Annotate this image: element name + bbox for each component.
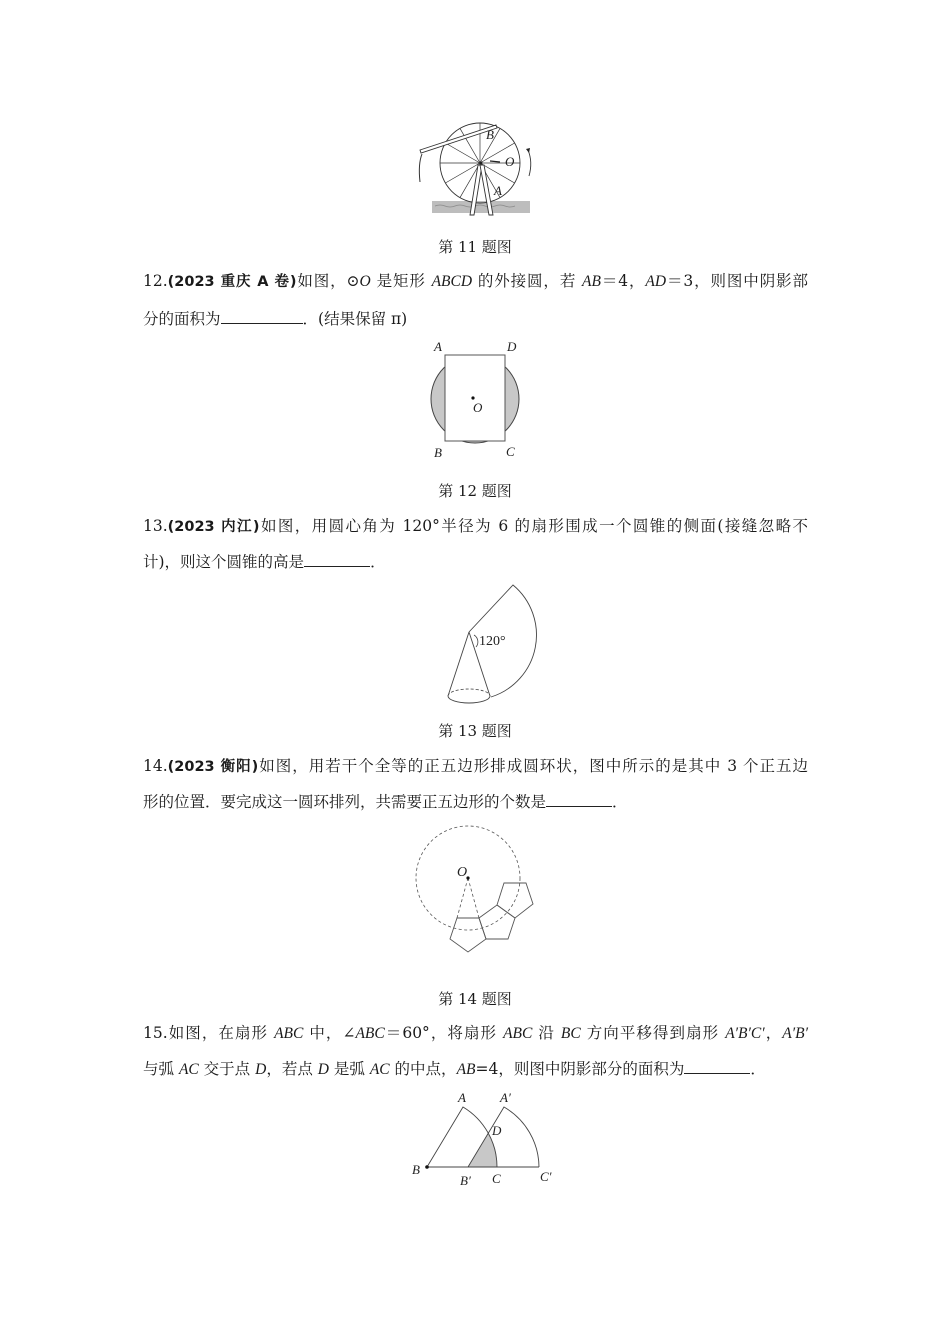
- figure-11-water-wheel: [410, 118, 540, 218]
- label-B-prime: B′: [460, 1173, 471, 1188]
- label-B: B: [486, 127, 494, 142]
- answer-blank[interactable]: [304, 552, 370, 567]
- answer-blank[interactable]: [684, 1059, 750, 1074]
- question-source: (2023 内江): [167, 519, 260, 535]
- figure-13-cone-sector: [420, 578, 550, 708]
- label-O: O: [473, 400, 483, 415]
- answer-blank[interactable]: [221, 309, 303, 324]
- question-15-line-2: 与弧 AC 交于点 D，若点 D 是弧 AC 的中点，AB=4，则图中阴影部分的面积为 ．: [143, 1060, 766, 1078]
- figure-15-translated-sectors: [400, 1085, 570, 1195]
- label-A: A: [434, 339, 442, 354]
- figure-12-circle-rectangle: [410, 337, 540, 463]
- question-12-line-2: 分的面积为 ．(结果保留 π): [143, 310, 408, 328]
- label-C: C: [492, 1171, 501, 1186]
- question-source: (2023 重庆 A 卷): [167, 274, 297, 290]
- label-D: D: [507, 339, 517, 354]
- label-A: A: [458, 1090, 466, 1105]
- question-number: 12.: [143, 272, 168, 290]
- label-O: O: [457, 865, 468, 880]
- label-C-prime: C′: [540, 1169, 552, 1184]
- figure-13-caption: 第 13 题图: [438, 722, 512, 740]
- figure-14-caption: 第 14 题图: [438, 990, 512, 1008]
- answer-blank[interactable]: [546, 792, 612, 807]
- label-D: D: [492, 1123, 502, 1138]
- question-14-line-2: 形的位置．要完成这一圆环排列，共需要正五边形的个数是 ．: [143, 793, 628, 811]
- figure-14-pentagon-ring: [405, 825, 550, 975]
- question-15-line-1: 15.如图，在扇形 ABC 中，∠ABC＝60°，将扇形 ABC 沿 BC 方向平移得到扇形 A′B′C′，A′B′: [143, 1024, 808, 1042]
- label-B: B: [434, 445, 442, 460]
- figure-12-caption: 第 12 题图: [438, 482, 512, 500]
- question-13-line-1: 13.(2023 内江)如图，用圆心角为 120°半径为 6 的扇形围成一个圆锥的侧面(接缝忽略不: [143, 517, 808, 535]
- question-13-line-2: 计)，则这个圆锥的高是 ．: [143, 553, 386, 571]
- label-A: A: [494, 183, 502, 198]
- figure-11-caption: 第 11 题图: [438, 238, 512, 256]
- question-source: (2023 衡阳): [167, 759, 259, 775]
- label-B: B: [412, 1162, 420, 1177]
- question-14-line-1: 14.(2023 衡阳)如图，用若干个全等的正五边形排成圆环状，图中所示的是其中 3 个正五边: [143, 757, 808, 775]
- angle-label: 120°: [479, 634, 506, 649]
- label-C: C: [506, 444, 515, 459]
- label-A-prime: A′: [500, 1090, 511, 1105]
- label-O: O: [505, 154, 515, 169]
- question-12-line-1: 12.(2023 重庆 A 卷)如图，⊙O 是矩形 ABCD 的外接圆，若 AB＝4，AD＝3，则图中阴影部: [143, 272, 808, 290]
